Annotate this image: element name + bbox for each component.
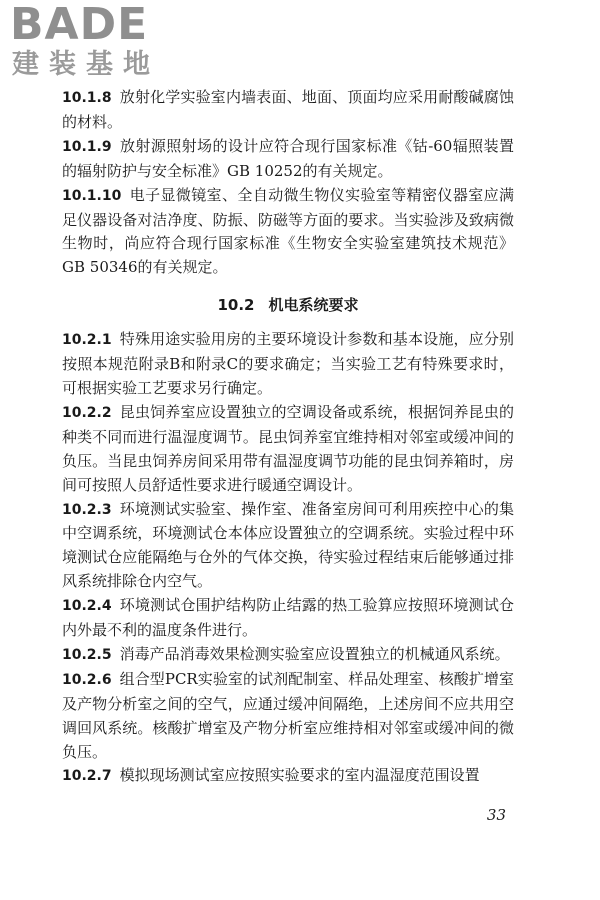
clause-text: 环境测试仓围护结构防止结露的热工验算应按照环境测试仓内外最不利的温度条件进行。 xyxy=(62,596,514,640)
clause-10-2-7 xyxy=(62,764,514,789)
clause-10-1-9 xyxy=(62,135,514,184)
clause-text: 组合型PCR实验室的试剂配制室、样品处理室、核酸扩增室及产物分析室之间的空气，应通过缓冲间隔绝，上述房间不应共用空调回风系统。核酸扩增室及产物分析室应维持相对邻室或缓冲间的微负压。 xyxy=(62,669,514,761)
clause-number: 10.1.8 xyxy=(62,90,112,106)
document-body xyxy=(62,86,514,789)
clause-text: 消毒产品消毒效果检测实验室应设置独立的机械通风系统。 xyxy=(119,644,510,663)
clause-10-2-3 xyxy=(62,498,514,595)
clause-number: 10.2.1 xyxy=(62,332,112,349)
section-heading xyxy=(62,294,514,318)
clause-10-2-5 xyxy=(62,643,514,668)
logo-subtitle: 建装基地 xyxy=(12,49,160,80)
clause-number: 10.2.7 xyxy=(62,768,112,785)
clause-10-1-8 xyxy=(62,86,514,135)
clause-number: 10.2.6 xyxy=(62,671,112,688)
clause-text: 特殊用途实验用房的主要环境设计参数和基本设施，应分别按照本规范附录B和附录C的要求确定；当实验工艺有特殊要求时，可根据实验工艺要求另行确定。 xyxy=(62,330,514,397)
clause-10-2-2 xyxy=(62,401,514,498)
clause-text: 环境测试实验室、操作室、准备室房间可利用疾控中心的集中空调系统，环境测试仓本体应设置独立的空调系统。实验过程中环境测试仓应能隔绝与仓外的气体交换，待实验过程结束后能够通过排风系统排除仓内空气。 xyxy=(62,499,514,591)
clause-number: 10.2.3 xyxy=(62,501,112,518)
section-title-text: 机电系统要求 xyxy=(268,296,359,315)
logo-mark: BADE xyxy=(10,0,149,50)
clause-number: 10.1.9 xyxy=(62,138,112,155)
clause-10-2-6 xyxy=(62,668,514,765)
clause-text: 放射源照射场的设计应符合现行国家标准《钴-60辐照装置的辐射防护与安全标准》GB 10252的有关规定。 xyxy=(62,136,514,180)
clause-number: 10.2.4 xyxy=(62,598,112,615)
section-number: 10.2 xyxy=(217,296,255,315)
clause-text: 模拟现场测试室应按照实验要求的室内温湿度范围设置 xyxy=(119,766,480,785)
clause-number: 10.2.2 xyxy=(62,404,112,421)
bade-logo xyxy=(8,2,176,86)
clause-text: 电子显微镜室、全自动微生物仪实验室等精密仪器室应满足仪器设备对洁净度、防振、防磁等方面的要求。当实验涉及致病微生物时，尚应符合现行国家标准《生物安全实验室建筑技术规范》GB 50346的有关规定。 xyxy=(62,185,514,277)
clause-text: 放射化学实验室内墙表面、地面、顶面均应采用耐酸碱腐蚀的材料。 xyxy=(62,88,514,131)
page-number: 33 xyxy=(486,806,506,824)
clause-number: 10.2.5 xyxy=(62,646,112,663)
clause-10-2-1 xyxy=(62,328,514,401)
clause-10-2-4 xyxy=(62,594,514,643)
clause-text: 昆虫饲养室应设置独立的空调设备或系统，根据饲养昆虫的种类不同而进行温湿度调节。昆虫饲养室宜维持相对邻室或缓冲间的负压。当昆虫饲养房间采用带有温湿度调节功能的昆虫饲养箱时，房间可按照人员舒适性要求进行暖通空调设计。 xyxy=(62,402,514,494)
clause-number: 10.1.10 xyxy=(62,187,122,204)
clause-10-1-10 xyxy=(62,184,514,281)
